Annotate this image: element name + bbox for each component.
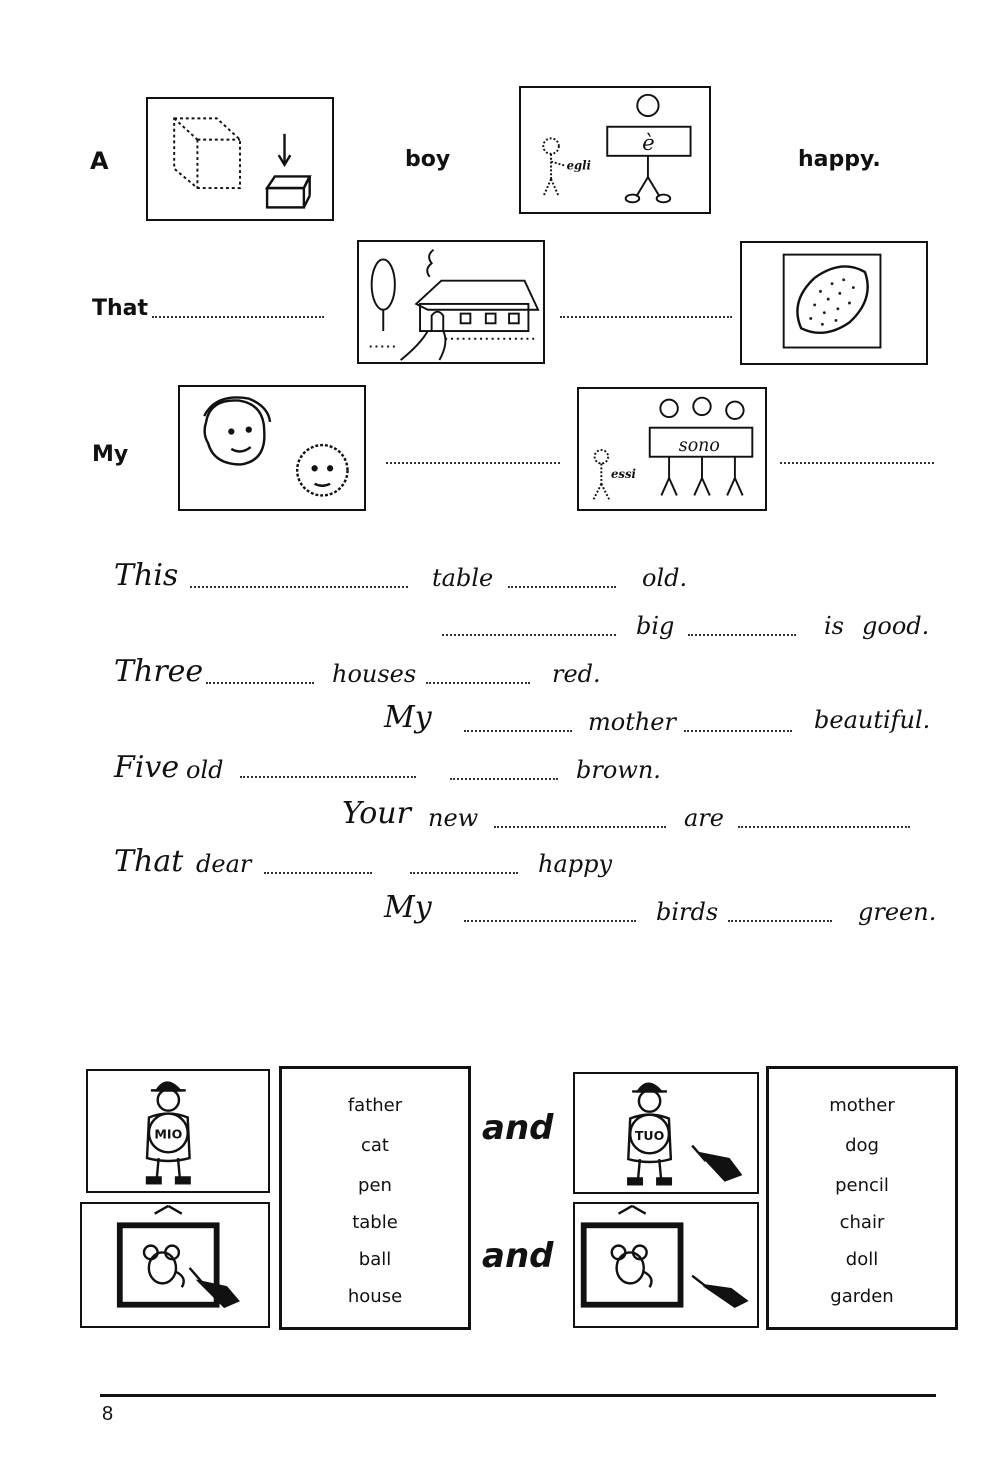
word-list-left: [279, 1066, 471, 1330]
list-item: doll: [845, 1249, 879, 1270]
lemon-picture: [740, 241, 928, 365]
sentence-word: birds: [656, 898, 719, 926]
sentence-word: dear: [196, 850, 252, 878]
blank-line[interactable]: [206, 682, 314, 684]
list-item: garden: [830, 1286, 894, 1307]
blank-line[interactable]: [442, 634, 616, 636]
page-number: 8: [102, 1403, 114, 1425]
sentence-word: are: [684, 804, 724, 832]
mouse-picture-right: [573, 1202, 759, 1328]
svg-text:MIO: MIO: [154, 1126, 183, 1142]
blank-line[interactable]: [190, 586, 408, 588]
two-faces-icon: [180, 387, 364, 509]
blank-line[interactable]: [152, 316, 324, 318]
blank-line[interactable]: [684, 730, 792, 732]
list-item: father: [347, 1095, 403, 1116]
sentence-word: good.: [862, 612, 930, 640]
boxes-icon: [148, 99, 332, 219]
man-mio-icon: [88, 1071, 268, 1191]
blank-line[interactable]: [508, 586, 616, 588]
list-item: pen: [358, 1175, 392, 1196]
sentence-word: big: [636, 612, 675, 640]
sentence-word: old.: [642, 564, 688, 592]
word-list-right: [766, 1066, 958, 1330]
and-word: and: [482, 1108, 554, 1148]
blank-line[interactable]: [464, 920, 636, 922]
sentence-word: happy: [538, 850, 613, 878]
egli-e-picture: [519, 86, 711, 214]
framed-mouse-pointing-icon: [82, 1204, 268, 1326]
three-boys-holding-sign-icon: [579, 389, 765, 509]
svg-text:TUO: TUO: [634, 1127, 665, 1143]
man-tuo-pointing-icon: [575, 1074, 757, 1192]
blank-line[interactable]: [780, 462, 934, 464]
sentence-word: is: [824, 612, 844, 640]
framed-mouse-pointing-icon: [575, 1204, 757, 1326]
blank-line[interactable]: [464, 730, 572, 732]
tuo-picture: [573, 1072, 759, 1194]
svg-text:essi: essi: [611, 467, 636, 482]
sentence-word: houses: [332, 660, 417, 688]
boy-holding-sign-icon: [521, 88, 709, 212]
sentence-word: mother: [588, 708, 676, 736]
list-item: house: [347, 1286, 403, 1307]
svg-text:è: è: [642, 131, 655, 156]
mio-picture: [86, 1069, 270, 1193]
lemon-icon: [742, 243, 926, 363]
sentence-word: This: [114, 558, 179, 593]
word-my: My: [92, 442, 129, 467]
sentence-word: Five: [114, 750, 180, 785]
sentence-word: green.: [858, 898, 937, 926]
blank-line[interactable]: [560, 316, 732, 318]
essi-sono-picture: [577, 387, 767, 511]
list-item: dog: [845, 1135, 879, 1156]
sentence-word: new: [428, 804, 479, 832]
blank-line[interactable]: [494, 826, 666, 828]
word-boy: boy: [405, 147, 451, 172]
sentence-word: That: [114, 844, 184, 879]
sentence-word: Three: [114, 654, 204, 689]
sentence-word: My: [384, 700, 432, 735]
blank-line[interactable]: [426, 682, 530, 684]
word-that: That: [92, 296, 149, 321]
sentence-word: brown.: [576, 756, 661, 784]
sentence-word: My: [384, 890, 432, 925]
faces-picture: [178, 385, 366, 511]
blank-line[interactable]: [386, 462, 560, 464]
blank-line[interactable]: [450, 778, 558, 780]
box-picture: [146, 97, 334, 221]
list-item: cat: [361, 1135, 389, 1156]
sentence-word: table: [432, 564, 494, 592]
word-happy: happy.: [798, 147, 881, 172]
sentence-word: Your: [342, 796, 411, 831]
footer-rule: [100, 1394, 936, 1397]
blank-line[interactable]: [728, 920, 832, 922]
sentence-word: old: [186, 756, 224, 784]
and-word: and: [482, 1236, 554, 1276]
blank-line[interactable]: [240, 776, 416, 778]
list-item: table: [352, 1212, 398, 1233]
svg-text:sono: sono: [678, 435, 720, 456]
list-item: chair: [839, 1212, 885, 1233]
blank-line[interactable]: [264, 872, 372, 874]
blank-line[interactable]: [410, 872, 518, 874]
sentence-word: beautiful.: [814, 706, 931, 734]
mouse-picture-left: [80, 1202, 270, 1328]
svg-text:egli: egli: [566, 158, 591, 173]
sentence-word: red.: [552, 660, 601, 688]
house-icon: [359, 242, 543, 362]
house-picture: [357, 240, 545, 364]
blank-line[interactable]: [688, 634, 796, 636]
blank-line[interactable]: [738, 826, 910, 828]
list-item: pencil: [835, 1175, 889, 1196]
list-item: ball: [358, 1249, 392, 1270]
word-a: A: [90, 147, 109, 175]
list-item: mother: [829, 1095, 895, 1116]
